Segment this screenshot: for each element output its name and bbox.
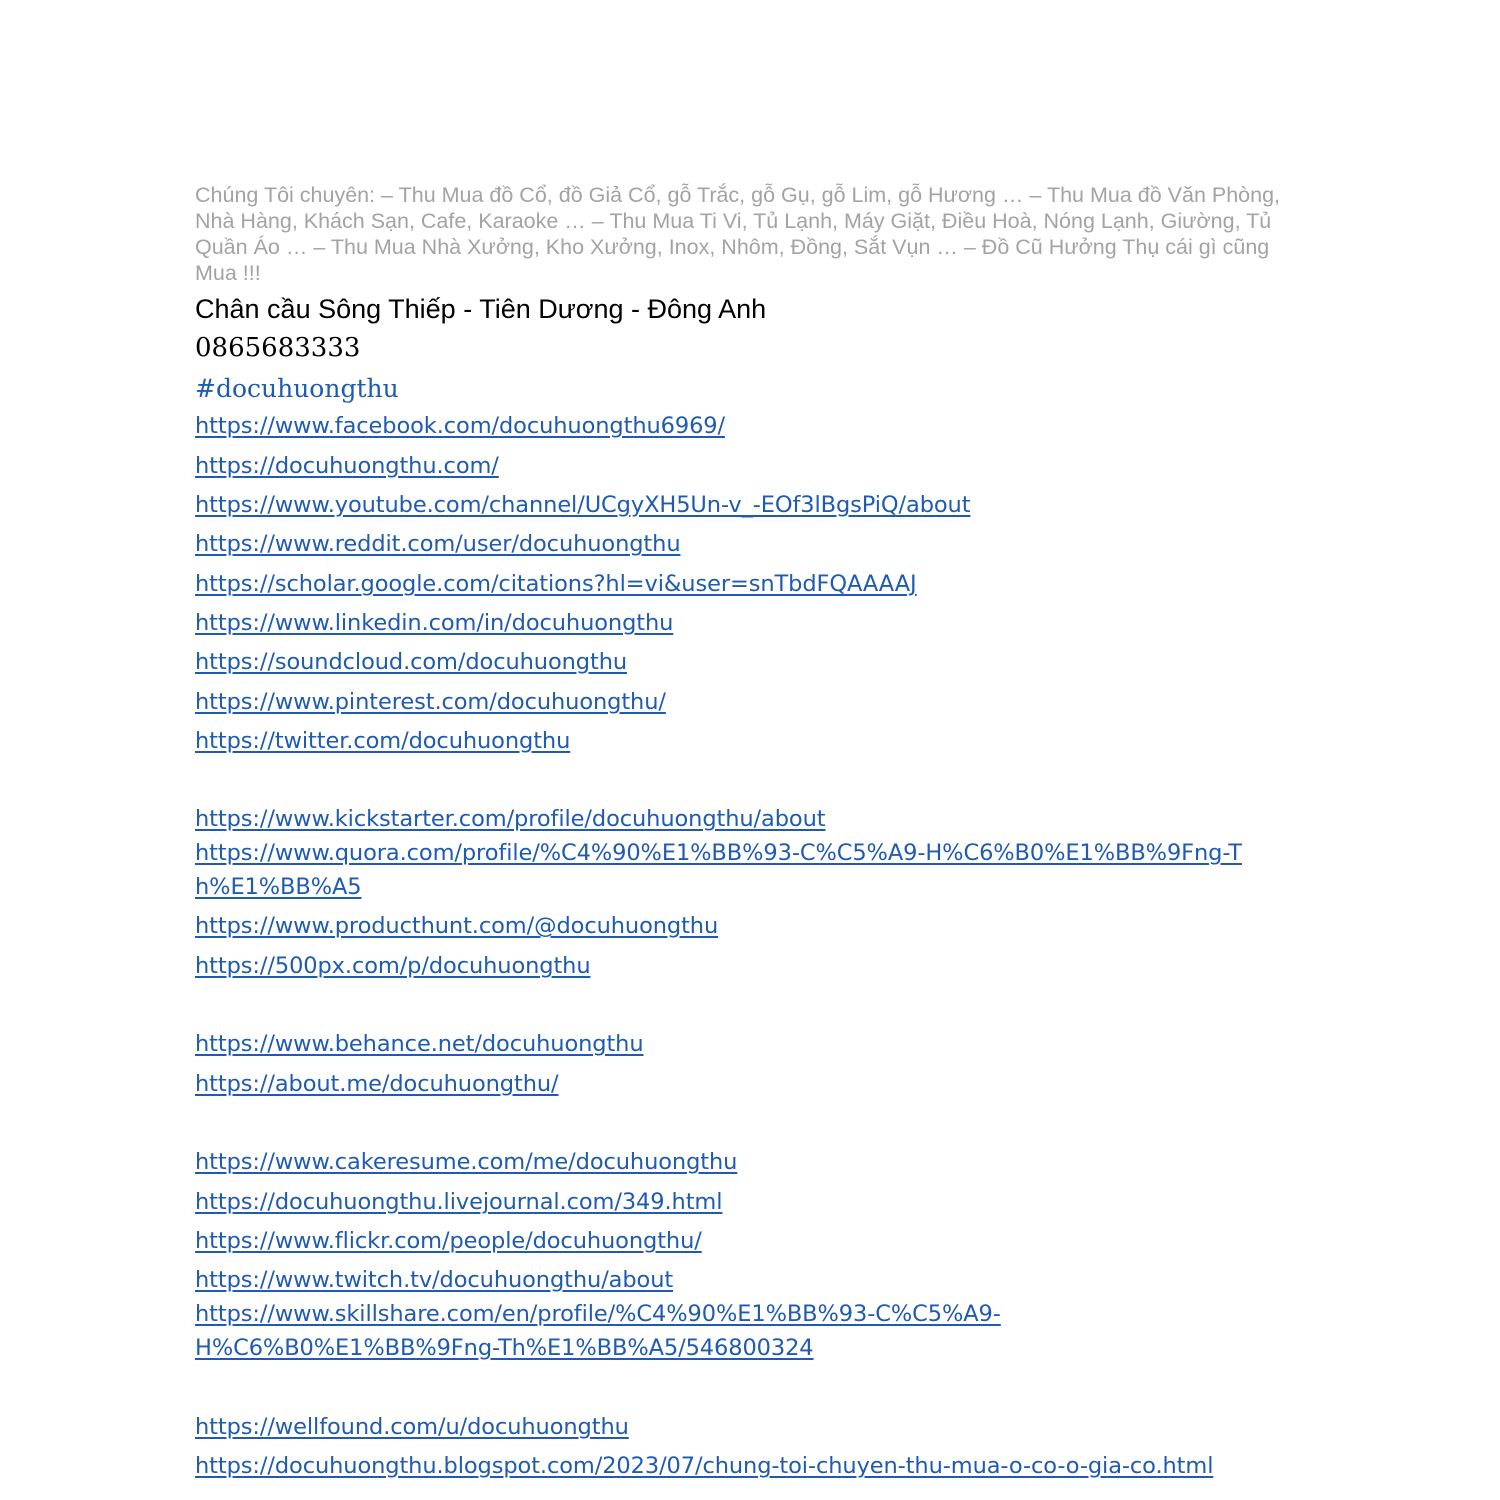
link-blogspot[interactable]: https://docuhuongthu.blogspot.com/2023/07/chung-toi-chuyen-thu-mua-o-co-o-gia-co.html [195, 1453, 1214, 1479]
link-pinterest[interactable]: https://www.pinterest.com/docuhuongthu/ [195, 689, 666, 715]
link-kickstarter[interactable]: https://www.kickstarter.com/profile/docuhuongthu/about [195, 806, 826, 832]
hashtag: #docuhuongthu [195, 374, 399, 403]
link-500px[interactable]: https://500px.com/p/docuhuongthu [195, 953, 591, 979]
address-line: Chân cầu Sông Thiếp - Tiên Dương - Đông Anh [195, 294, 767, 324]
link-livejournal[interactable]: https://docuhuongthu.livejournal.com/349.html [195, 1189, 723, 1215]
link-producthunt[interactable]: https://www.producthunt.com/@docuhuongthu [195, 913, 719, 939]
link-youtube[interactable]: https://www.youtube.com/channel/UCgyXH5Un-v_-EOf3lBgsPiQ/about [195, 492, 971, 518]
intro-paragraph: Chúng Tôi chuyên: – Thu Mua đồ Cổ, đồ Giả Cổ, gỗ Trắc, gỗ Gụ, gỗ Lim, gỗ Hương … – Thu Mua đồ Văn Phòng, Nhà Hàng, Khách Sạn, Cafe, Karaoke … – Thu Mua Ti Vi, Tủ Lạnh, Máy Giặt, Điều Hoà, Nóng Lạnh, Giường, Tủ Quần Áo … – Thu Mua Nhà Xưởng, Kho Xưởng, Inox, Nhôm, Đồng, Sắt Vụn … – Đồ Cũ Hưởng Thụ cái gì cũng Mua !!! [195, 183, 1281, 285]
phone-number: 0865683333 [195, 333, 361, 363]
link-website[interactable]: https://docuhuongthu.com/ [195, 453, 499, 479]
link-facebook[interactable]: https://www.facebook.com/docuhuongthu6969/ [195, 413, 725, 439]
link-reddit[interactable]: https://www.reddit.com/user/docuhuongthu [195, 531, 681, 557]
link-linkedin[interactable]: https://www.linkedin.com/in/docuhuongthu [195, 610, 674, 636]
link-twitter[interactable]: https://twitter.com/docuhuongthu [195, 728, 571, 754]
link-flickr[interactable]: https://www.flickr.com/people/docuhuongthu/ [195, 1228, 702, 1254]
link-soundcloud[interactable]: https://soundcloud.com/docuhuongthu [195, 649, 628, 675]
link-wellfound[interactable]: https://wellfound.com/u/docuhuongthu [195, 1414, 629, 1440]
link-skillshare[interactable]: https://www.skillshare.com/en/profile/%C4%90%E1%BB%93-C%C5%A9-H%C6%B0%E1%BB%9Fng-Th%E1%BB%A5/546800324 [195, 1301, 1001, 1361]
link-cakeresume[interactable]: https://www.cakeresume.com/me/docuhuongthu [195, 1149, 738, 1175]
link-google-scholar[interactable]: https://scholar.google.com/citations?hl=vi&user=snTbdFQAAAAJ [195, 571, 917, 597]
link-behance[interactable]: https://www.behance.net/docuhuongthu [195, 1031, 644, 1057]
link-quora[interactable]: https://www.quora.com/profile/%C4%90%E1%BB%93-C%C5%A9-H%C6%B0%E1%BB%9Fng-Th%E1%BB%A5 [195, 840, 1242, 900]
link-aboutme[interactable]: https://about.me/docuhuongthu/ [195, 1071, 559, 1097]
link-twitch[interactable]: https://www.twitch.tv/docuhuongthu/about [195, 1267, 674, 1293]
